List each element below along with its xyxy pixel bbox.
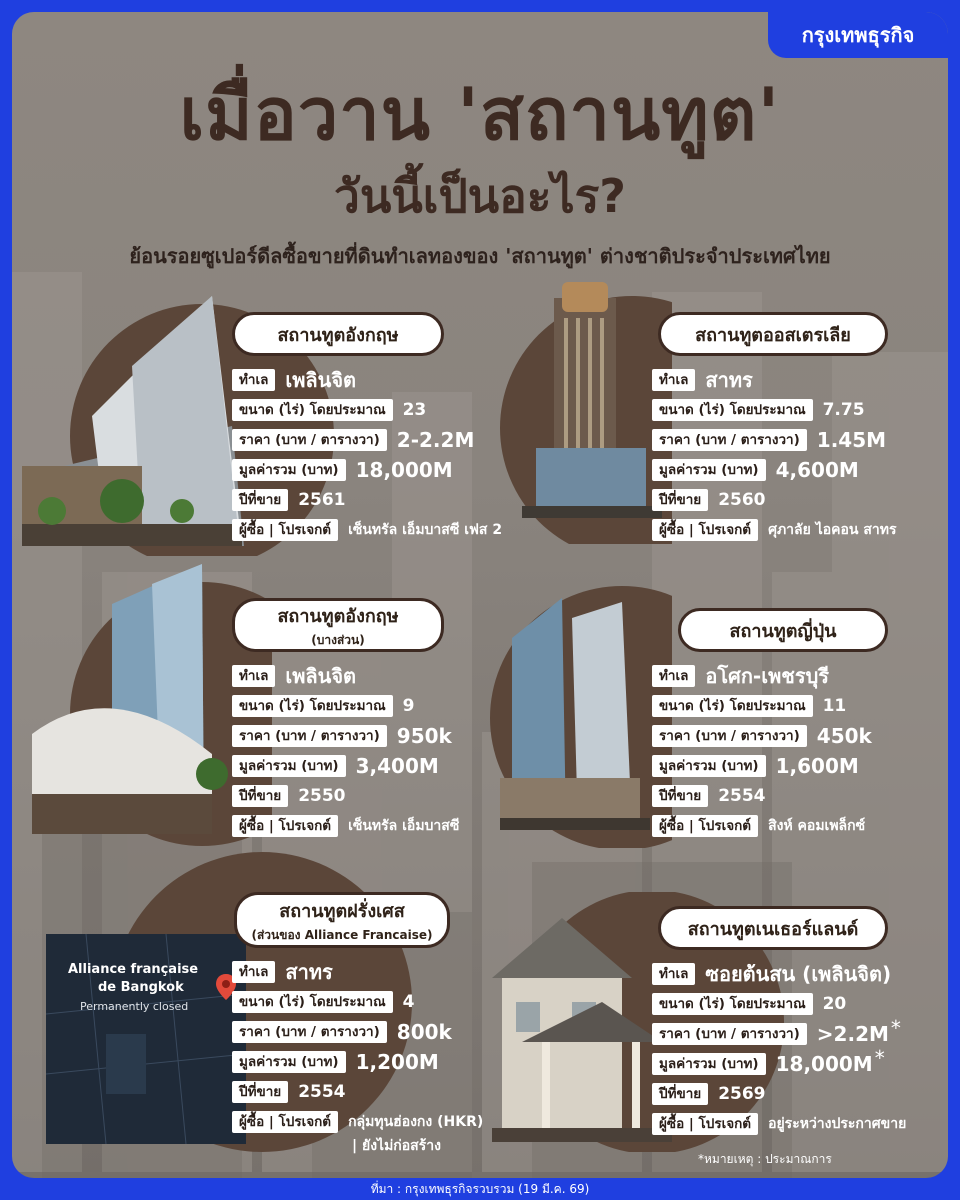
total-label: มูลค่ารวม (บาท): [652, 459, 766, 481]
card-australia-location-row: [652, 368, 753, 392]
card-japan-total-row: [652, 754, 859, 778]
card-uk-size-row: [232, 398, 426, 422]
card-uk-partial-price: 950k: [396, 724, 452, 748]
alliance-map-screenshot: [46, 934, 246, 1144]
title-line-1: เมื่อวาน 'สถานทูต': [179, 72, 781, 156]
card-australia-location: สาทร: [705, 368, 753, 392]
card-france-buyer-row: [232, 1110, 483, 1134]
card-uk-partial-buyer: เซ็นทรัล เอ็มบาสซี: [348, 818, 460, 834]
location-label: ทำเล: [652, 369, 695, 391]
card-australia-price-row: [652, 428, 886, 452]
card-france-buyer: กลุ่มทุนฮ่องกง (HKR): [348, 1114, 484, 1130]
price-label: ราคา (บาท / ตารางวา): [652, 1023, 807, 1045]
size-label: ขนาด (ไร่) โดยประมาณ: [652, 695, 813, 717]
estimate-asterisk: *: [890, 1016, 901, 1040]
card-uk-buyer: เซ็นทรัล เอ็มบาสซี เฟส 2: [348, 522, 503, 538]
card-france-title: [234, 892, 450, 948]
year-label: ปีที่ขาย: [232, 489, 288, 511]
card-japan-total: 1,600M: [775, 754, 859, 778]
card-australia-total: 4,600M: [775, 458, 859, 482]
card-netherlands-total-row: [652, 1046, 885, 1076]
card-france-price-row: [232, 1020, 452, 1044]
card-netherlands-size: 20: [822, 994, 847, 1014]
card-japan-buyer-row: [652, 814, 865, 838]
card-australia-size-row: [652, 398, 865, 422]
card-australia-title: [658, 312, 888, 356]
card-japan-size-row: [652, 694, 846, 718]
size-label: ขนาด (ไร่) โดยประมาณ: [232, 991, 393, 1013]
year-label: ปีที่ขาย: [652, 785, 708, 807]
year-label: ปีที่ขาย: [652, 1083, 708, 1105]
card-japan-location-row: [652, 664, 829, 688]
card-uk-partial-size: 9: [402, 696, 415, 716]
card-japan-price-row: [652, 724, 872, 748]
price-label: ราคา (บาท / ตารางวา): [652, 429, 807, 451]
card-japan-year-row: [652, 784, 766, 808]
card-australia-size: 7.75: [822, 400, 865, 420]
size-label: ขนาด (ไร่) โดยประมาณ: [652, 399, 813, 421]
title-line-2: วันนี้เป็นอะไร?: [334, 169, 626, 223]
card-netherlands-name: สถานทูตเนเธอร์แลนด์: [687, 918, 859, 940]
card-netherlands-location-row: [652, 962, 891, 986]
card-france-total-row: [232, 1050, 439, 1074]
map-place-name-2: de Bangkok: [98, 980, 184, 995]
card-japan-price: 450k: [816, 724, 872, 748]
price-label: ราคา (บาท / ตารางวา): [652, 725, 807, 747]
card-netherlands-price: >2.2M: [816, 1022, 889, 1046]
card-australia-year: 2560: [718, 490, 766, 510]
card-uk-size: 23: [402, 400, 427, 420]
card-australia-buyer-row: [652, 518, 897, 542]
card-uk-title: [232, 312, 444, 356]
card-uk-partial-location: เพลินจิต: [285, 664, 357, 688]
location-label: ทำเล: [232, 369, 275, 391]
australia-embassy-circle-photo: [492, 278, 672, 544]
total-label: มูลค่ารวม (บาท): [232, 1051, 346, 1073]
size-label: ขนาด (ไร่) โดยประมาณ: [232, 695, 393, 717]
card-netherlands-buyer: อยู่ระหว่างประกาศขาย: [768, 1116, 907, 1132]
card-france-year: 2554: [298, 1082, 346, 1102]
total-label: มูลค่ารวม (บาท): [652, 1053, 766, 1075]
card-uk-partial-total: 3,400M: [355, 754, 439, 778]
map-status: Permanently closed: [80, 1000, 189, 1013]
poster-frame: [12, 12, 948, 1178]
card-japan-buyer: สิงห์ คอมเพล็กซ์: [768, 818, 866, 834]
card-uk-partial-year: 2550: [298, 786, 346, 806]
year-label: ปีที่ขาย: [652, 489, 708, 511]
map-place-name-1: Alliance française: [68, 962, 199, 977]
card-australia-price: 1.45M: [816, 428, 887, 452]
card-uk-buyer-row: [232, 518, 502, 542]
price-label: ราคา (บาท / ตารางวา): [232, 1021, 387, 1043]
total-label: มูลค่ารวม (บาท): [232, 755, 346, 777]
card-france-total: 1,200M: [355, 1050, 439, 1074]
card-uk-year: 2561: [298, 490, 346, 510]
japan-embassy-circle-photo: [482, 578, 672, 848]
card-uk-partial-buyer-row: [232, 814, 459, 838]
card-australia-total-row: [652, 458, 859, 482]
brand-logo: กรุงเทพธุรกิจ: [768, 12, 948, 58]
year-label: ปีที่ขาย: [232, 1081, 288, 1103]
card-uk-partial-location-row: [232, 664, 356, 688]
total-label: มูลค่ารวม (บาท): [232, 459, 346, 481]
card-france-name: สถานทูตฝรั่งเศส: [279, 900, 405, 922]
size-label: ขนาด (ไร่) โดยประมาณ: [652, 993, 813, 1015]
card-uk-partial-sub: (บางส่วน): [311, 632, 365, 647]
card-netherlands-year-row: [652, 1082, 766, 1106]
buyer-label: ผู้ซื้อ | โปรเจกต์: [652, 815, 758, 837]
card-uk-partial-size-row: [232, 694, 414, 718]
card-uk-partial-total-row: [232, 754, 439, 778]
year-label: ปีที่ขาย: [232, 785, 288, 807]
card-netherlands-total: 18,000M: [775, 1052, 873, 1076]
subtitle: ย้อนรอยซูเปอร์ดีลซื้อขายที่ดินทำเลทองของ 'สถานทูต' ต่างชาติประจำประเทศไทย: [129, 244, 831, 268]
buyer-label: ผู้ซื้อ | โปรเจกต์: [232, 519, 338, 541]
buyer-label: ผู้ซื้อ | โปรเจกต์: [652, 1113, 758, 1135]
card-uk-year-row: [232, 488, 346, 512]
card-france-year-row: [232, 1080, 346, 1104]
location-label: ทำเล: [652, 665, 695, 687]
card-uk-partial-title: [232, 598, 444, 652]
estimate-asterisk: *: [874, 1046, 885, 1070]
buyer-label: ผู้ซื้อ | โปรเจกต์: [652, 519, 758, 541]
card-netherlands-year: 2569: [718, 1084, 766, 1104]
card-uk-name: สถานทูตอังกฤษ: [277, 324, 399, 346]
card-australia-name: สถานทูตออสเตรเลีย: [695, 324, 851, 346]
card-australia-buyer: ศุภาลัย ไอคอน สาทร: [768, 522, 897, 538]
card-netherlands-title: [658, 906, 888, 950]
card-japan-location: อโศก-เพชรบุรี: [705, 664, 830, 688]
card-france-size: 4: [402, 992, 415, 1012]
card-uk-partial-name: สถานทูตอังกฤษ: [277, 605, 399, 627]
size-label: ขนาด (ไร่) โดยประมาณ: [232, 399, 393, 421]
card-france-size-row: [232, 990, 414, 1014]
card-uk-price-row: [232, 428, 474, 452]
card-australia-year-row: [652, 488, 766, 512]
card-uk-location: เพลินจิต: [285, 368, 357, 392]
card-uk-partial-price-row: [232, 724, 452, 748]
card-japan-name: สถานทูตญี่ปุ่น: [729, 620, 837, 642]
location-label: ทำเล: [232, 961, 275, 983]
card-france-buyer-status: | ยังไม่ก่อสร้าง: [352, 1138, 441, 1154]
buyer-label: ผู้ซื้อ | โปรเจกต์: [232, 815, 338, 837]
card-france-sub: (ส่วนของ Alliance Francaise): [251, 927, 433, 942]
card-uk-total: 18,000M: [355, 458, 453, 482]
card-netherlands-location: ซอยต้นสน (เพลินจิต): [705, 962, 892, 986]
source-credit: ที่มา : กรุงเทพธุรกิจรวบรวม (19 มี.ค. 69): [370, 1182, 590, 1196]
price-label: ราคา (บาท / ตารางวา): [232, 429, 387, 451]
buyer-label: ผู้ซื้อ | โปรเจกต์: [232, 1111, 338, 1133]
card-france-price: 800k: [396, 1020, 452, 1044]
card-netherlands-price-row: [652, 1016, 901, 1046]
card-japan-year: 2554: [718, 786, 766, 806]
card-france-buyer-cont: [342, 1134, 441, 1158]
card-japan-size: 11: [822, 696, 847, 716]
card-netherlands-buyer-row: [652, 1112, 906, 1136]
estimate-note: *หมายเหตุ : ประมาณการ: [698, 1152, 832, 1166]
location-label: ทำเล: [652, 963, 695, 985]
location-label: ทำเล: [232, 665, 275, 687]
card-uk-price: 2-2.2M: [396, 428, 475, 452]
total-label: มูลค่ารวม (บาท): [652, 755, 766, 777]
card-japan-title: [678, 608, 888, 652]
card-france-location: สาทร: [285, 960, 333, 984]
card-france-location-row: [232, 960, 333, 984]
card-uk-partial-year-row: [232, 784, 346, 808]
card-uk-total-row: [232, 458, 453, 482]
price-label: ราคา (บาท / ตารางวา): [232, 725, 387, 747]
card-uk-location-row: [232, 368, 356, 392]
card-netherlands-size-row: [652, 992, 846, 1016]
